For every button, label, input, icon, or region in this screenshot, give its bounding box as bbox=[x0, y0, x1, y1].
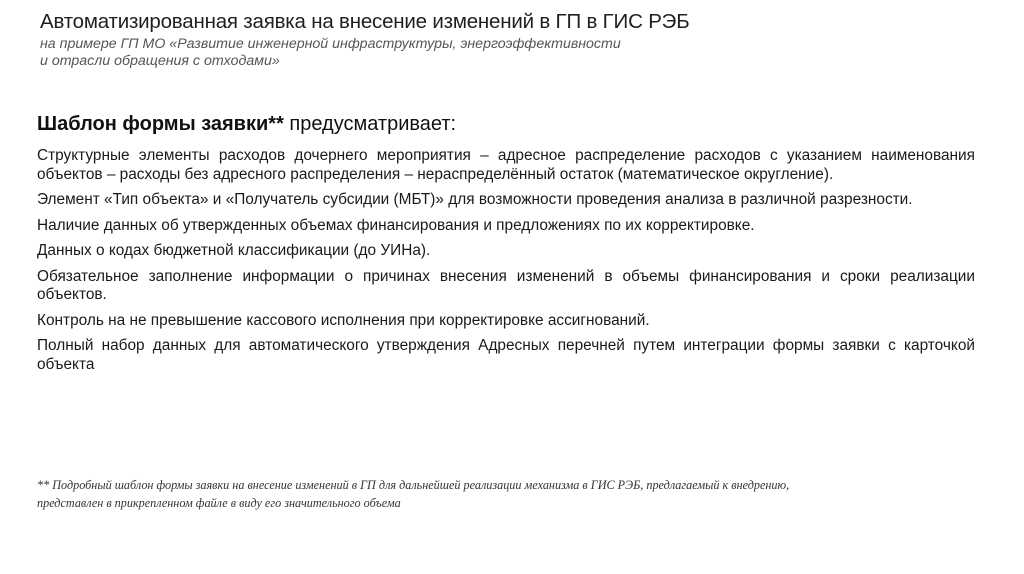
list-item: Структурные элементы расходов дочернего мероприятия – адресное распределение расходов с указанием наименования объектов – расходы без адресного распределения – нераспределённый остаток (математическое округление). bbox=[37, 147, 975, 183]
list-item: Данных о кодах бюджетной классификации (до УИНа). bbox=[37, 242, 431, 259]
section-heading bbox=[37, 112, 975, 136]
slide-subtitle bbox=[40, 36, 980, 70]
list-item: Полный набор данных для автоматического утверждения Адресных перечней путем интеграции формы заявки с карточкой объекта bbox=[37, 337, 975, 373]
slide-header bbox=[40, 10, 980, 70]
list-item: Наличие данных об утвержденных объемах финансирования и предложениях по их корректировке. bbox=[37, 216, 755, 234]
main-content bbox=[37, 112, 975, 381]
list-item: Контроль на не превышение кассового исполнения при корректировке ассигнований. bbox=[37, 311, 650, 329]
section-heading-rest: предусматривает: bbox=[283, 113, 457, 135]
footnote-line-2: представлен в прикрепленном файле в виду его значительного объема bbox=[37, 496, 401, 510]
section-heading-bold: Шаблон формы заявки** bbox=[37, 113, 284, 135]
footnote bbox=[37, 476, 987, 512]
requirements-list bbox=[37, 147, 975, 374]
list-item: Обязательное заполнение информации о причинах внесения изменений в объемы финансирования и сроки реализации объектов. bbox=[37, 267, 975, 303]
list-item: Элемент «Тип объекта» и «Получатель субсидии (МБТ)» для возможности проведения анализа в различной разрезности. bbox=[37, 191, 913, 208]
footnote-line-1: ** Подробный шаблон формы заявки на внесение изменений в ГП для дальнейшей реализации механизма в ГИС РЭБ, предлагаемый к внедрению, bbox=[37, 478, 790, 492]
subtitle-line-1: на примере ГП МО «Развитие инженерной инфраструктуры, энергоэффективности bbox=[40, 36, 621, 52]
subtitle-line-2: и отрасли обращения с отходами» bbox=[40, 53, 280, 69]
slide-title: Автоматизированная заявка на внесение изменений в ГП в ГИС РЭБ bbox=[40, 10, 690, 33]
